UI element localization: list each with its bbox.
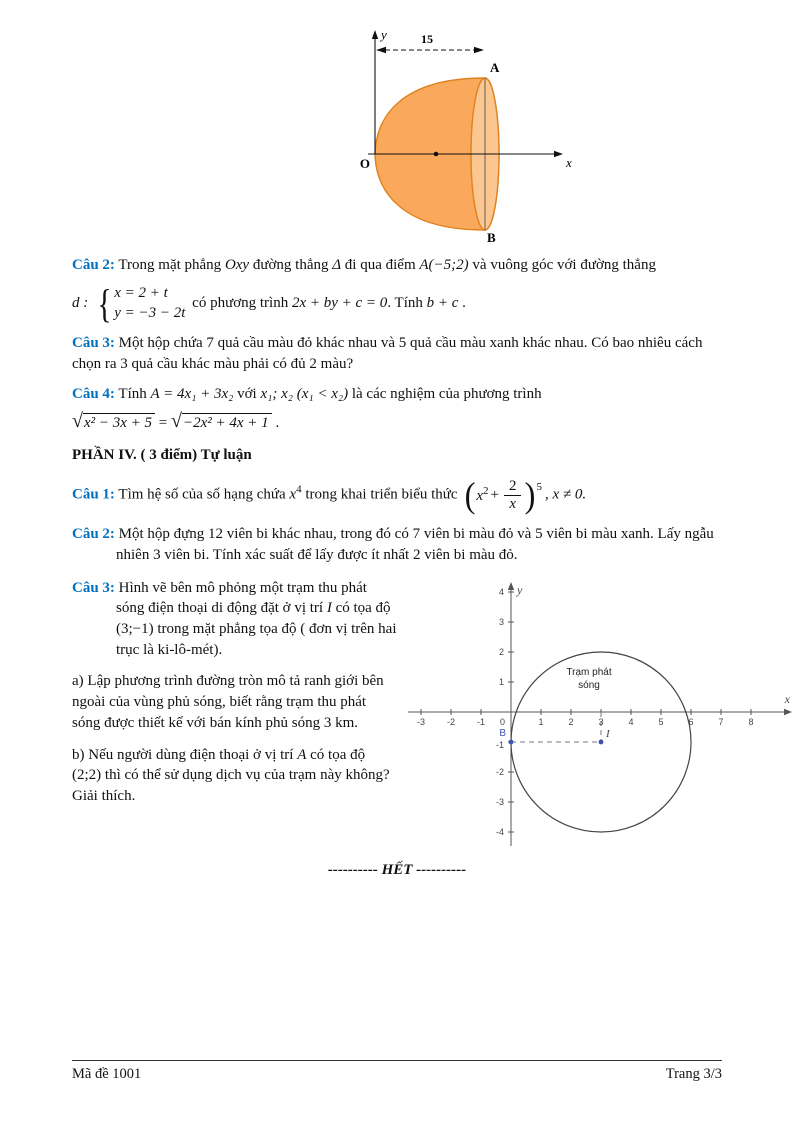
p4-q3-block <box>72 578 792 857</box>
y-tick-label: -1 <box>495 739 504 750</box>
math-A: A <box>297 746 307 763</box>
question-text: và vuông góc với đường thẳng <box>468 256 656 273</box>
x-tick-label: 4 <box>628 716 634 727</box>
question-text: đi qua điểm <box>341 256 420 273</box>
system-row-1: x = 2 + t <box>114 285 168 302</box>
part-4-header: PHẦN IV. ( 3 điểm) Tự luận <box>72 447 252 464</box>
question-label: Câu 1: <box>72 486 115 503</box>
question-text: trong khai triển biểu thức <box>301 486 462 503</box>
question-text: Một hộp đựng 12 viên bi khác nhau, trong đó có 7 viên bi màu đỏ và 5 viên bi màu xanh. Lấy ngẫu nhiên 3 viên bi. Tính xác suất để lấy được ít nhất 2 viên bi màu đỏ. <box>114 526 714 563</box>
math-delta: Δ <box>332 256 342 273</box>
p4-q3-part-a <box>72 671 398 733</box>
inner-base: x <box>476 487 484 504</box>
p4-q3-intro <box>72 578 398 661</box>
point-B-label: B <box>487 230 496 244</box>
question-label: Câu 3: <box>72 579 115 596</box>
origin-label: O <box>359 156 370 171</box>
math-Oxy: Oxy <box>224 256 250 273</box>
p4-q3-text-column <box>72 578 398 857</box>
math-coords-I: (3;−1) <box>116 621 154 638</box>
math-line-eq: 2x + by + c = 0 <box>291 295 388 312</box>
question-text: Một hộp chứa 7 quả cầu màu đỏ khác nhau và 5 quả cầu màu xanh khác nhau. Có bao nhiêu cách chọn ra 3 quả cầu khác màu phải có đủ 2 màu? <box>72 335 703 373</box>
page-number: Trang 3/3 <box>665 1066 722 1082</box>
question-text: trong mặt phẳng tọa độ ( đơn vị trên hai trục là ki-lô-mét). <box>116 621 397 658</box>
fraction-numerator: 2 <box>504 478 522 496</box>
math-I: I <box>326 600 332 617</box>
question-text: là các nghiệm của phương trình <box>348 385 542 402</box>
x-tick-label: 6 <box>688 716 694 727</box>
station-label-line2: sóng <box>578 679 600 691</box>
width-label: 15 <box>421 32 433 46</box>
point-B <box>509 739 514 744</box>
y-axis-arrow <box>372 30 378 39</box>
y-axis-arrow <box>508 582 514 590</box>
point-B-label: B <box>499 727 506 739</box>
radical-sign: √ <box>72 410 83 433</box>
system-rows <box>114 284 185 323</box>
point-I-label: I <box>606 727 610 740</box>
equals-sign: = <box>155 415 172 432</box>
question-text: có phương trình <box>192 295 292 312</box>
radical-content: x² − 3x + 5 <box>83 413 155 431</box>
question-label: Câu 2: <box>72 256 115 273</box>
math-coords-A: (2;2) <box>72 767 102 784</box>
question-text: Tính <box>114 385 151 402</box>
measure-arrow-right <box>474 47 484 53</box>
x-tick-label: -1 <box>476 716 486 727</box>
x-axis-arrow <box>554 151 563 157</box>
p3-q4-intro <box>72 384 722 405</box>
question-label: Câu 3: <box>72 335 115 352</box>
y-axis-label: y <box>381 27 387 42</box>
x-axis-label: x <box>566 155 572 170</box>
radical-content: −2x² + 4x + 1 <box>182 413 272 431</box>
x-tick-label: 5 <box>658 716 664 727</box>
question-label: Câu 2: <box>72 526 115 543</box>
origin-label: 0 <box>499 716 505 727</box>
math-x-not-zero: x ≠ 0. <box>552 486 587 503</box>
question-text: với <box>233 385 261 402</box>
radical-left <box>72 410 155 433</box>
question-text: có tọa độ <box>331 600 391 617</box>
math-roots: x₁; x₂ (x₁ < x₂) <box>260 385 349 402</box>
x-tick-label: -3 <box>416 716 426 727</box>
question-text: . <box>458 295 466 312</box>
y-tick-label: -4 <box>495 826 504 837</box>
outer-exponent: 5 <box>536 480 542 493</box>
y-tick-label: 1 <box>498 676 504 687</box>
radius-dashed-lines <box>511 712 604 742</box>
question-text: Trong mặt phẳng <box>114 256 225 273</box>
math-point-A: A(−5;2) <box>419 256 469 273</box>
x-tick-label: 8 <box>748 716 754 727</box>
math-A-expression: A = 4x₁ + 3x₂ <box>150 385 234 402</box>
center-point <box>434 152 439 157</box>
binomial-expression <box>464 474 542 515</box>
math-x4-base: x <box>289 486 297 503</box>
p4-q3-part-b <box>72 745 398 807</box>
period: . <box>271 415 280 432</box>
x-axis-label: x <box>784 691 790 706</box>
coverage-graph-container <box>406 580 794 857</box>
system-row-2: y = −3 − 2t <box>114 304 186 321</box>
x-axis-arrow <box>784 708 792 714</box>
inner-exp: 2 <box>483 484 489 497</box>
exam-code: Mã đề 1001 <box>72 1066 142 1082</box>
question-text: đường thẳng <box>249 256 333 273</box>
inner-term <box>476 484 488 507</box>
brace-glyph: { <box>97 280 112 326</box>
solid-of-revolution-figure <box>330 26 640 244</box>
question-text: Tìm hệ số của số hạng chứa <box>114 486 290 503</box>
x-tick-label: 3 <box>598 716 604 727</box>
question-text: a) Lập phương trình đường tròn mô tả ranh giới bên ngoài của vùng phủ sóng, biết rằng trạm thu phát sóng được thiết kế với bán kính phủ sóng 3 km. <box>72 673 384 731</box>
radical-right <box>171 410 272 433</box>
y-axis-label: y <box>517 582 523 597</box>
p4-q2 <box>72 524 722 565</box>
x-tick-label: 7 <box>718 716 724 727</box>
comma: , <box>544 486 553 503</box>
page-footer <box>72 1060 722 1084</box>
math-b-plus-c: b + c <box>426 295 459 312</box>
big-paren-open: ( <box>464 474 476 515</box>
solid-figure-container <box>330 26 640 251</box>
equation-system <box>95 280 186 326</box>
station-label-line1: Trạm phát <box>566 666 612 678</box>
fraction <box>504 478 522 513</box>
x-tick-label: 2 <box>568 716 574 727</box>
y-tick-label: 3 <box>498 616 504 627</box>
question-text: có tọa độ <box>306 746 366 763</box>
math-x4-exp: 4 <box>296 483 302 496</box>
big-paren-close: ) <box>525 474 536 515</box>
x-tick-label: -2 <box>446 716 456 727</box>
y-tick-label: -2 <box>495 766 504 777</box>
plus-sign: + <box>490 486 499 503</box>
math-d: d : <box>72 295 89 312</box>
question-text: Hình vẽ bên mô phỏng một trạm thu phát sóng điện thoại di động đặt ở vị trí <box>114 579 367 617</box>
p3-q3 <box>72 333 722 374</box>
x-tick-label: 1 <box>538 716 544 727</box>
point-A-label: A <box>490 60 500 75</box>
p3-q4-equation <box>72 408 722 436</box>
y-tick-label: -3 <box>495 796 504 807</box>
p3-q2-intro <box>72 255 722 276</box>
question-text: b) Nếu người dùng điện thoại ở vị trí <box>72 746 298 763</box>
radical-sign: √ <box>171 410 182 433</box>
point-I <box>599 739 604 744</box>
coverage-graph <box>406 580 794 850</box>
question-text: . Tính <box>387 295 427 312</box>
question-text: thì có thể sử dụng dịch vụ của trạm này không? Giải thích. <box>72 767 390 804</box>
measure-arrow-left <box>376 47 386 53</box>
end-marker: ---------- HẾT ---------- <box>327 862 467 879</box>
fraction-denominator: x <box>509 495 517 512</box>
p3-q2-equation-line <box>72 280 722 326</box>
y-tick-label: 2 <box>498 646 504 657</box>
y-tick-label: 4 <box>498 586 504 597</box>
question-label: Câu 4: <box>72 385 115 402</box>
p4-q1 <box>72 474 722 515</box>
